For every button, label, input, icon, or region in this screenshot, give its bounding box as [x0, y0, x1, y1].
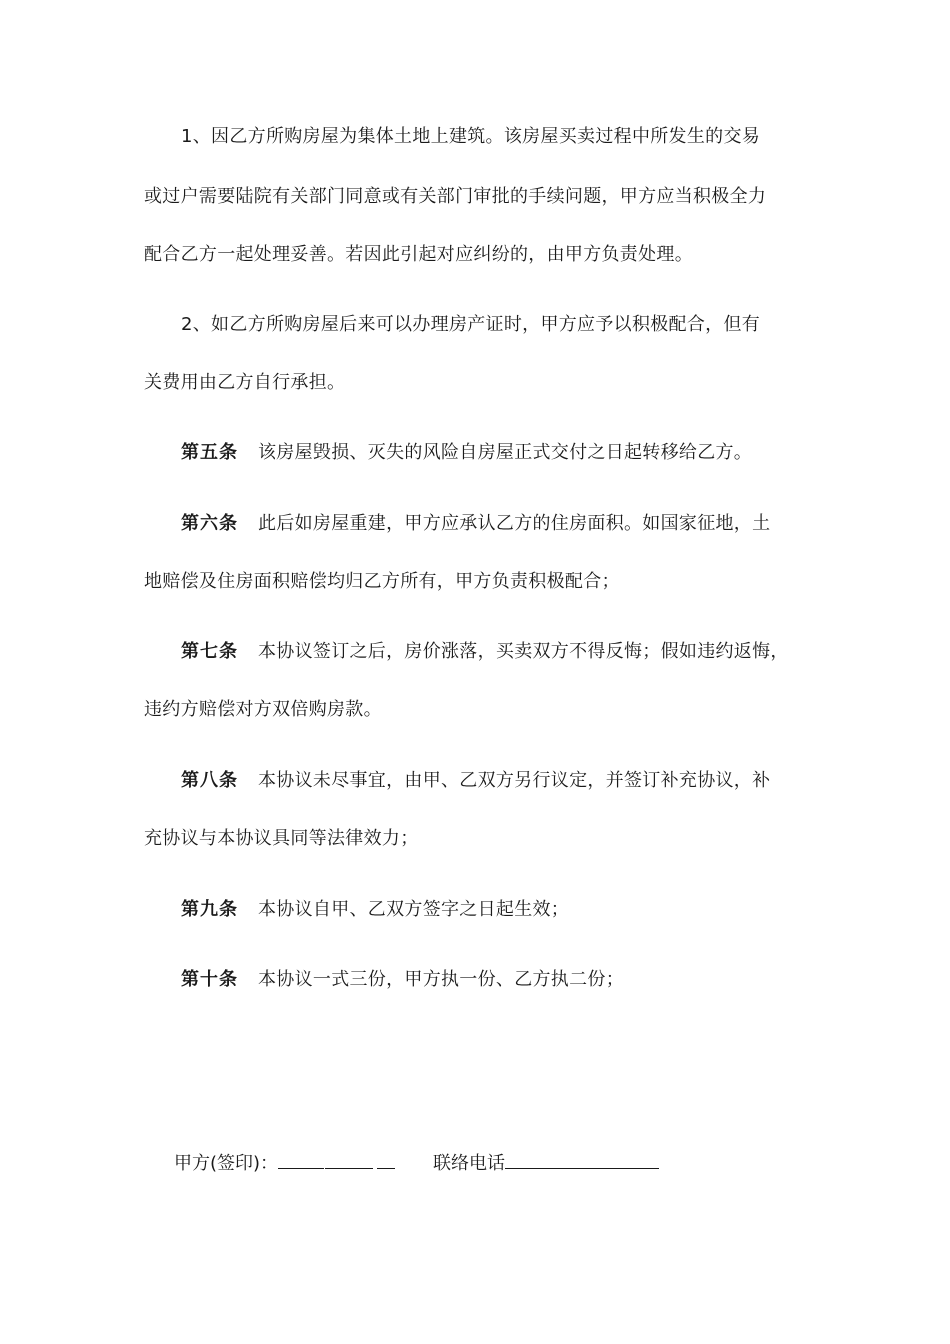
signature-line [174, 1150, 659, 1176]
article-10-title: 第十条 [181, 969, 238, 990]
article-5 [181, 441, 752, 465]
article-9-title: 第九条 [181, 899, 238, 920]
party-a-signature-blank-3[interactable] [377, 1150, 395, 1169]
article-7-title: 第七条 [181, 641, 238, 662]
article-9-text: 本协议自甲、乙双方签字之日起生效； [258, 899, 570, 920]
article-10-text: 本协议一式三份，甲方执一份、乙方执二份； [258, 969, 624, 990]
paragraph-1-line-3: 配合乙方一起处理妥善。若因此引起对应纠纷的，由甲方负责处理。 [144, 244, 693, 265]
article-10 [181, 968, 624, 992]
article-8-text-line-1: 本协议未尽事宜，由甲、乙双方另行议定，并签订补充协议，补 [258, 770, 771, 791]
paragraph-2-line-1: 2、如乙方所购房屋后来可以办理房产证时，甲方应予以积极配合，但有 [181, 314, 761, 335]
article-8-title: 第八条 [181, 770, 238, 791]
paragraph-2-line-2: 关费用由乙方自行承担。 [144, 372, 346, 393]
party-a-signature-blank-1[interactable] [278, 1150, 324, 1169]
phone-blank[interactable] [505, 1150, 659, 1169]
article-7 [181, 640, 789, 664]
article-5-title: 第五条 [181, 442, 238, 463]
article-8 [181, 769, 770, 793]
party-a-signature-blank-2[interactable] [325, 1150, 373, 1169]
party-a-signature-label: 甲方(签印)： [174, 1153, 279, 1174]
article-6-text-line-2: 地赔偿及住房面积赔偿均归乙方所有，甲方负责积极配合； [144, 571, 620, 592]
article-5-text: 该房屋毁损、灭失的风险自房屋正式交付之日起转移给乙方。 [258, 442, 753, 463]
phone-label: 联络电话 [433, 1153, 506, 1174]
article-7-text-line-1: 本协议签订之后，房价涨落，买卖双方不得反悔；假如违约返悔， [258, 641, 789, 662]
article-8-text-line-2: 充协议与本协议具同等法律效力； [144, 828, 419, 849]
paragraph-1-line-1: 1、因乙方所购房屋为集体土地上建筑。该房屋买卖过程中所发生的交易 [181, 126, 761, 147]
article-9 [181, 898, 569, 922]
article-7-text-line-2: 违约方赔偿对方双倍购房款。 [144, 699, 382, 720]
paragraph-1-line-2: 或过户需要陆院有关部门同意或有关部门审批的手续问题，甲方应当积极全力 [144, 186, 767, 207]
article-6-text-line-1: 此后如房屋重建，甲方应承认乙方的住房面积。如国家征地，土 [258, 513, 771, 534]
article-6 [181, 512, 770, 536]
article-6-title: 第六条 [181, 513, 238, 534]
